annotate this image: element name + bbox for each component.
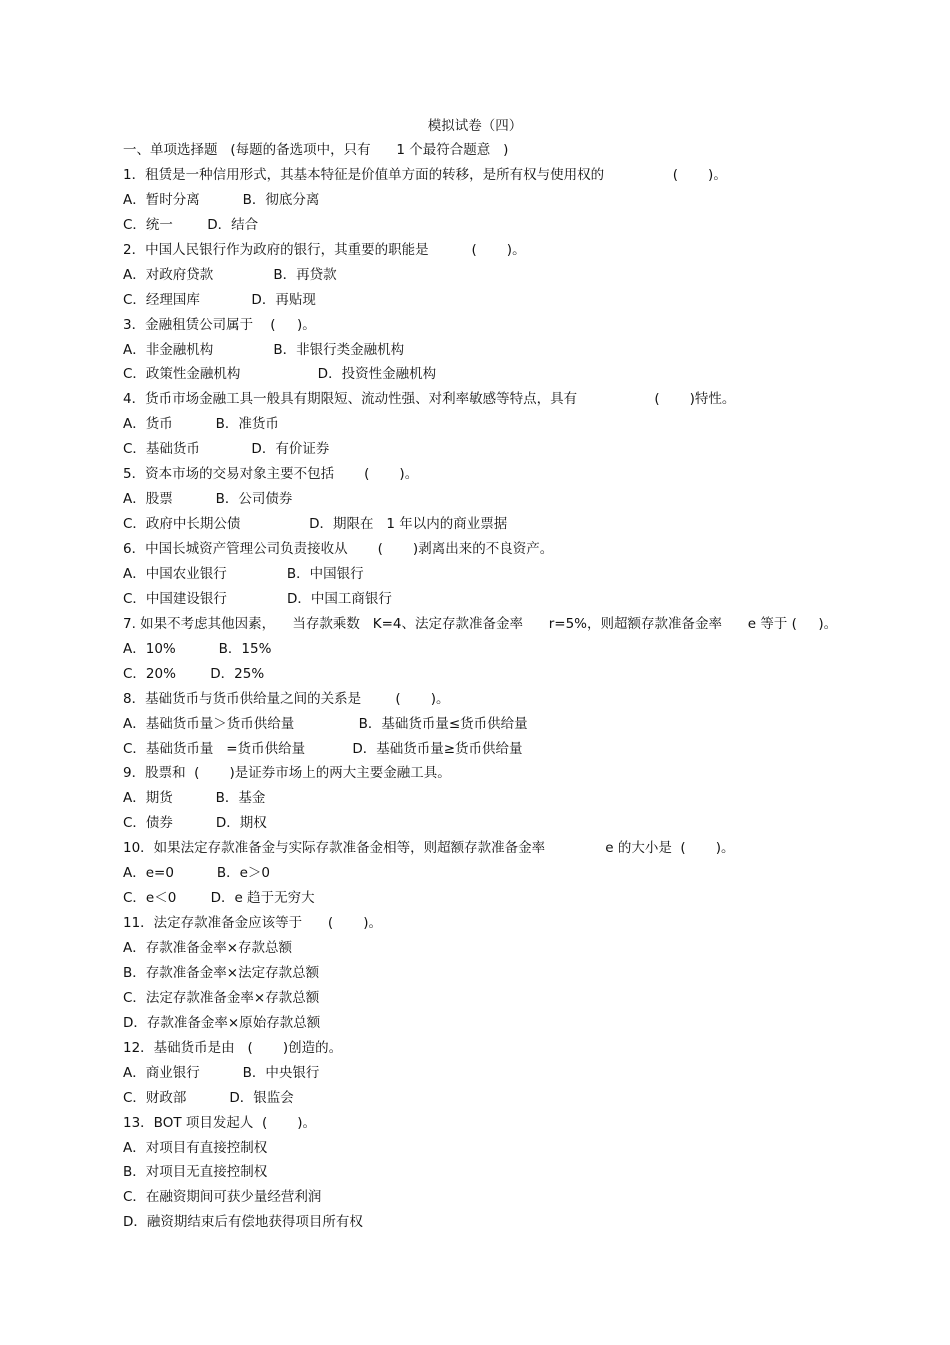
text-line: A．对项目有直接控制权 [123, 1139, 268, 1156]
text-line: 5．资本市场的交易对象主要不包括 ( )。 [123, 466, 419, 483]
text-line: A．中国农业银行 B．中国银行 [123, 565, 364, 582]
text-line: C．法定存款准备金率×存款总额 [123, 989, 320, 1006]
text-line: C．中国建设银行 D．中国工商银行 [123, 590, 392, 607]
text-line: A．股票 B．公司债券 [123, 491, 293, 508]
text-line: 7. 如果不考虑其他因素， 当存款乘数 K=4、法定存款准备金率 r=5%，则超额存款准备金率 e 等于 ( )。 [123, 615, 838, 632]
text-line: A．暂时分离 B．彻底分离 [123, 191, 320, 208]
text-line: C．20% D．25% [123, 665, 265, 682]
text-line: 6．中国长城资产管理公司负责接收从 ( )剥离出来的不良资产。 [123, 541, 554, 557]
text-line: 10．如果法定存款准备金与实际存款准备金相等，则超额存款准备金率 e 的大小是 ( )。 [123, 840, 735, 857]
text-line: C．债券 D．期权 [123, 815, 267, 832]
text-line: C．政策性金融机构 D．投资性金融机构 [123, 366, 437, 383]
text-line: C．财政部 D．银监会 [123, 1089, 294, 1106]
text-line: A．存款准备金率×存款总额 [123, 940, 293, 956]
text-line: 13．BOT 项目发起人 ( )。 [123, 1114, 317, 1131]
text-line: C．基础货币 D．有价证券 [123, 441, 330, 458]
text-line: C．经理国库 D．再贴现 [123, 291, 316, 308]
text-line: B．对项目无直接控制权 [123, 1164, 268, 1181]
text-line: D．存款准备金率×原始存款总额 [123, 1014, 321, 1031]
text-line: A．对政府贷款 B．再贷款 [123, 266, 337, 283]
text-line: A．货币 B．准货币 [123, 416, 279, 433]
text-line: 11．法定存款准备金应该等于 ( )。 [123, 915, 382, 932]
text-line: 8．基础货币与货币供给量之间的关系是 ( )。 [123, 690, 450, 707]
text-line: A．商业银行 B．中央银行 [123, 1064, 320, 1081]
text-line: C．基础货币量 =货币供给量 D．基础货币量≥货币供给量 [123, 740, 523, 757]
text-line: C．政府中长期公债 D．期限在 1 年以内的商业票据 [123, 516, 508, 533]
text-line: C．统一 D．结合 [123, 216, 259, 233]
text-line: 一、单项选择题 (每题的备选项中，只有 1 个最符合题意 ) [123, 142, 509, 158]
text-line: A．非金融机构 B．非银行类金融机构 [123, 341, 405, 358]
text-line: A．10% B．15% [123, 640, 272, 657]
text-line: D．融资期结束后有偿地获得项目所有权 [123, 1214, 363, 1231]
text-line: A．e=0 B．e＞0 [123, 865, 271, 882]
text-line: B．存款准备金率×法定存款总额 [123, 964, 320, 981]
text-line: C．e＜0 D．e 趋于无穷大 [123, 890, 315, 907]
text-line: 3．金融租赁公司属于 ( )。 [123, 316, 316, 333]
text-line: 1．租赁是一种信用形式，其基本特征是价值单方面的转移，是所有权与使用权的 ( )。 [123, 166, 727, 183]
question-list [123, 138, 837, 1235]
text-line: C．在融资期间可获少量经营利润 [123, 1189, 322, 1206]
text-line: 4．货币市场金融工具一般具有期限短、流动性强、对利率敏感等特点，具有 ( )特性。 [123, 391, 736, 408]
page-title: 模拟试卷（四） [427, 118, 523, 134]
text-line: 9．股票和 ( )是证券市场上的两大主要金融工具。 [123, 765, 451, 782]
text-line: 2．中国人民银行作为政府的银行，其重要的职能是 ( )。 [123, 241, 526, 258]
text-line: A．期货 B．基金 [123, 790, 266, 807]
text-line: 12．基础货币是由 ( )创造的。 [123, 1039, 343, 1056]
text-line: A．基础货币量＞货币供给量 B．基础货币量≤货币供给量 [123, 715, 528, 732]
